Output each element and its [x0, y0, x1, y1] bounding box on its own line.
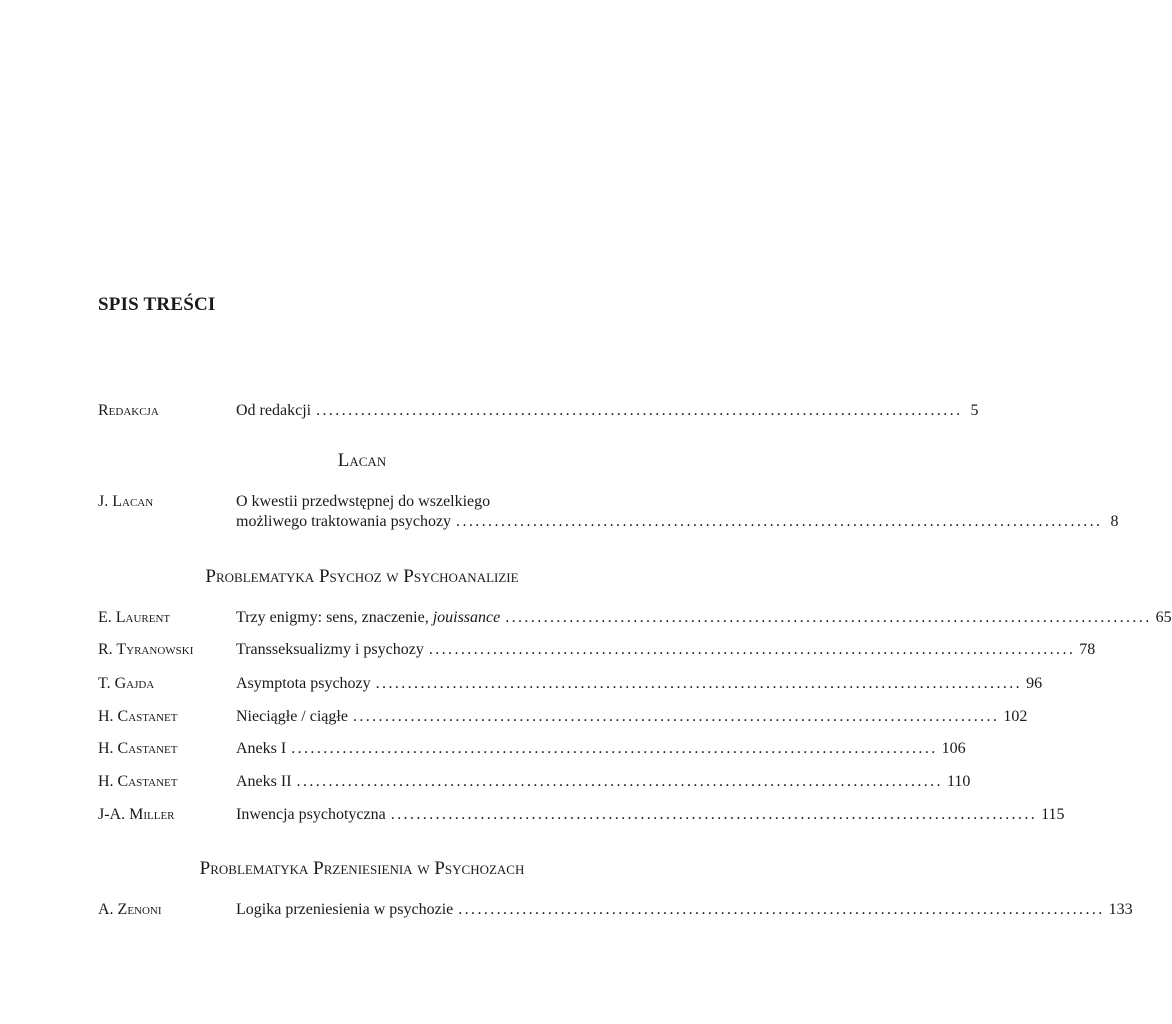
dot-leader: ..................................................................................................... [505, 609, 1152, 626]
toc-author: H. Castanet [98, 740, 178, 757]
toc-author: R. Tyranowski [98, 641, 194, 658]
toc-page-number: 96 [1026, 675, 1043, 692]
toc-author: E. Laurent [98, 609, 171, 626]
toc-author: A. Zenoni [98, 901, 162, 918]
toc-title: Inwencja psychotyczna [236, 806, 386, 823]
toc-page-number: 78 [1079, 641, 1096, 658]
toc-title-line: możliwego traktowania psychozy [236, 513, 452, 530]
section-heading: Problematyka Przeniesienia w Psychozach [199, 858, 525, 879]
toc-work [236, 739, 966, 759]
toc-author: J. Lacan [98, 493, 154, 510]
dot-leader: ..................................................................................................... [296, 773, 943, 790]
dot-leader: ..................................................................................................... [316, 402, 963, 419]
toc-work [236, 401, 979, 421]
toc-title [236, 608, 500, 628]
toc-work [236, 900, 1133, 920]
toc-title-italic: jouissance [432, 609, 501, 626]
toc-title: Od redakcji [236, 402, 312, 419]
dot-leader: ..................................................................................................... [375, 675, 1023, 692]
dot-leader: ..................................................................................................... [428, 641, 1076, 658]
toc-work [236, 608, 1172, 628]
dot-leader: ..................................................................................................... [352, 708, 1000, 725]
toc-work [236, 674, 1043, 694]
toc-work [236, 640, 1096, 660]
toc-author: J-A. Miller [98, 806, 175, 823]
toc-work [236, 772, 971, 792]
toc-work [236, 707, 1028, 727]
toc-page-number: 106 [941, 740, 966, 757]
toc-title-line: O kwestii przedwstępnej do wszelkiego [236, 493, 491, 510]
toc-title: Logika przeniesienia w psychozie [236, 901, 454, 918]
toc-title: Transseksualizmy i psychozy [236, 641, 424, 658]
dot-leader: ..................................................................................................... [458, 901, 1105, 918]
toc-title: Nieciągłe / ciągłe [236, 708, 348, 725]
toc-author: H. Castanet [98, 708, 178, 725]
toc-work [236, 492, 1119, 532]
toc-page-number: 5 [970, 402, 979, 419]
toc-author: H. Castanet [98, 773, 178, 790]
toc-title-main: Trzy enigmy: sens, znaczenie, [236, 609, 433, 626]
section-heading: Lacan [337, 450, 387, 471]
toc-page-number: 65 [1155, 609, 1172, 626]
dot-leader: ..................................................................................................... [390, 806, 1038, 823]
toc-page-number: 133 [1108, 901, 1133, 918]
toc-title: Asymptota psychozy [236, 675, 371, 692]
toc-title: Aneks II [236, 773, 292, 790]
toc-page-number: 102 [1003, 708, 1028, 725]
toc-page-number: 8 [1110, 513, 1119, 530]
toc-author: T. Gajda [98, 675, 155, 692]
toc-page-number: 115 [1041, 806, 1065, 823]
page-title: SPIS TREŚCI [98, 294, 216, 315]
dot-leader: ..................................................................................................... [291, 740, 938, 757]
toc-title: Aneks I [236, 740, 287, 757]
toc-work [236, 805, 1065, 825]
section-heading: Problematyka Psychoz w Psychoanalizie [205, 566, 519, 587]
toc-author: Redakcja [98, 402, 159, 419]
toc-page-number: 110 [946, 773, 971, 790]
dot-leader: ..................................................................................................... [456, 513, 1103, 530]
